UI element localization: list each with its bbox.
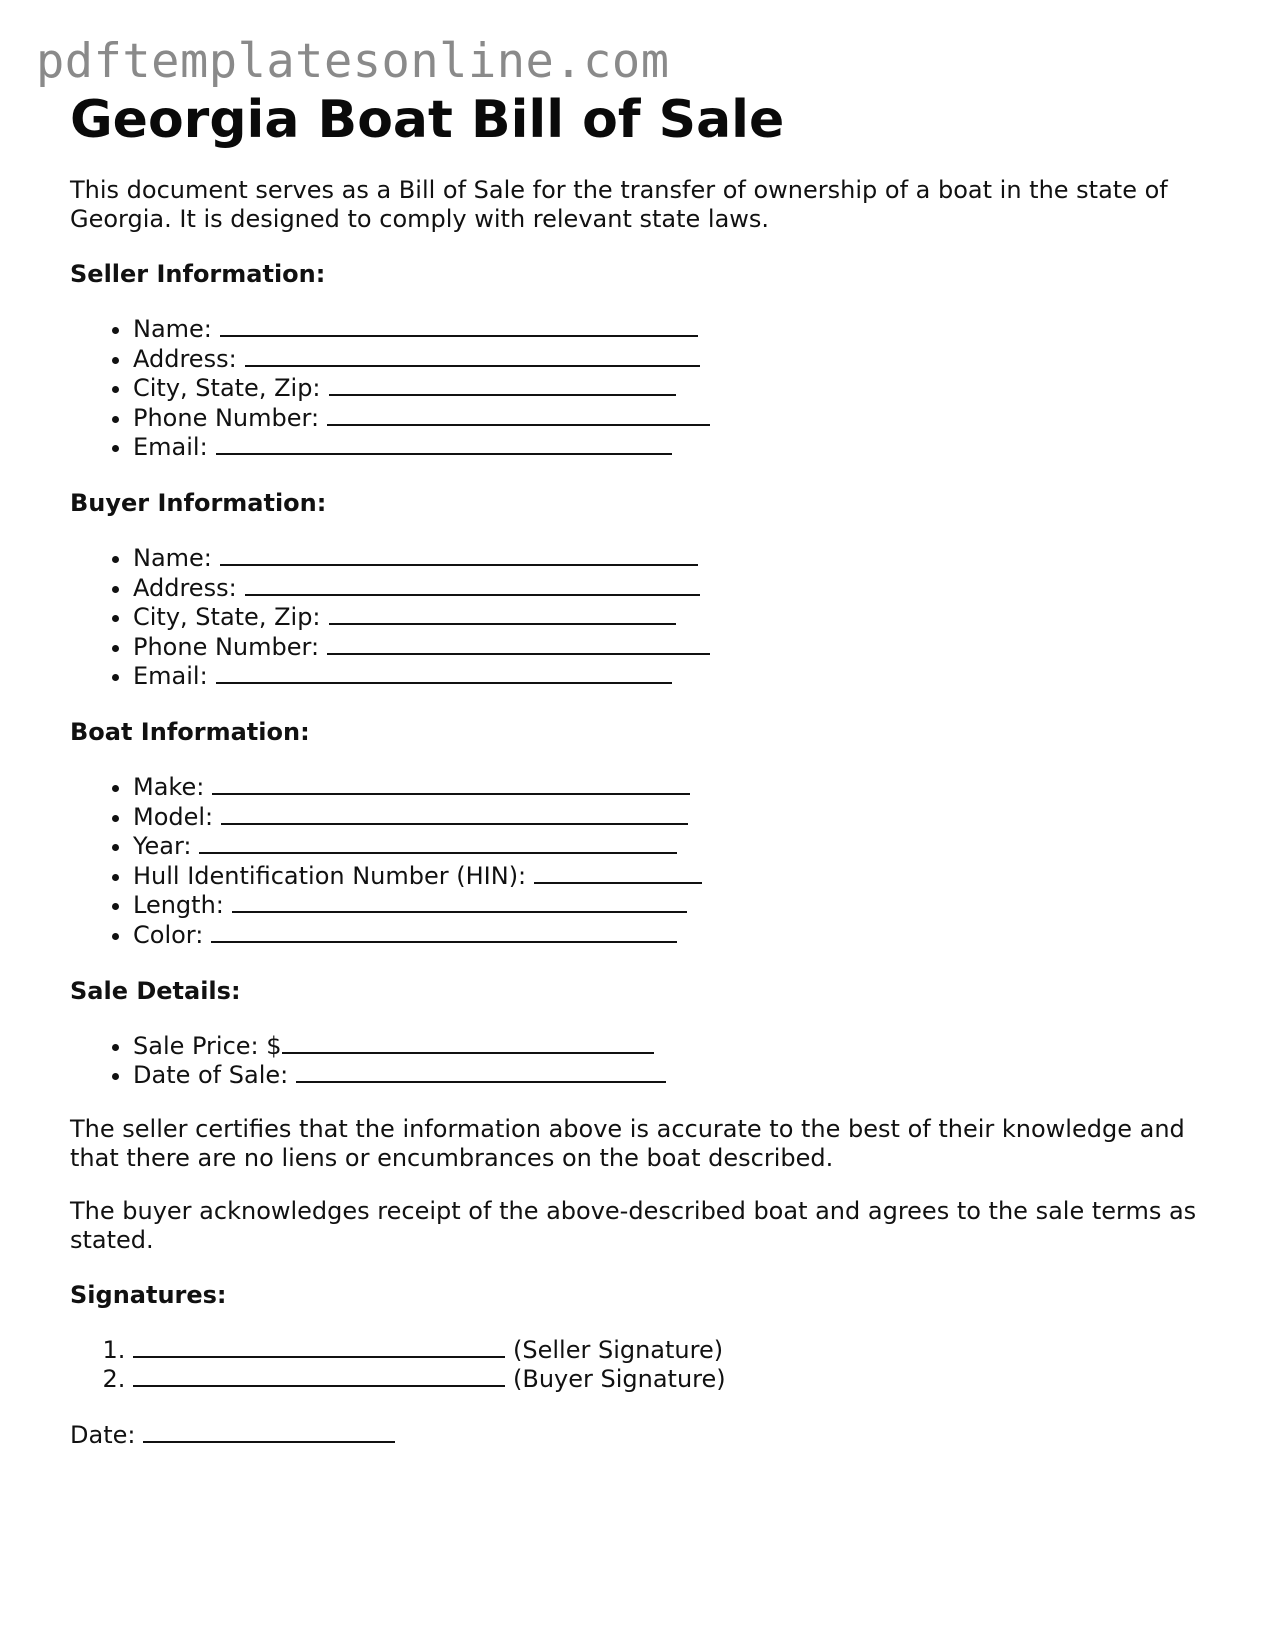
buyer-phone-blank[interactable] xyxy=(327,633,710,655)
boat-heading: Boat Information: xyxy=(70,717,310,746)
buyer-email-field xyxy=(133,662,1220,692)
sale-date-field xyxy=(133,1061,1220,1091)
signatures-heading: Signatures: xyxy=(70,1280,227,1309)
boat-fields xyxy=(70,773,1220,951)
signature-list xyxy=(70,1336,1220,1395)
sale-heading: Sale Details: xyxy=(70,976,241,1005)
seller-city-state-zip-blank[interactable] xyxy=(329,374,676,396)
field-label: Address: xyxy=(133,573,237,602)
seller-email-blank[interactable] xyxy=(216,433,672,455)
boat-make-field xyxy=(133,773,1220,803)
buyer-signature-label: (Buyer Signature) xyxy=(513,1365,726,1394)
field-label: Phone Number: xyxy=(133,403,320,432)
seller-heading: Seller Information: xyxy=(70,260,326,288)
boat-color-field xyxy=(133,921,1220,951)
seller-phone-field xyxy=(133,404,1220,434)
seller-signature-blank[interactable] xyxy=(133,1336,505,1358)
buyer-address-blank[interactable] xyxy=(245,574,700,596)
sale-price-blank[interactable] xyxy=(282,1032,654,1054)
field-label: Email: xyxy=(133,433,208,462)
seller-email-field xyxy=(133,433,1220,463)
sale-fields xyxy=(70,1032,1220,1091)
buyer-name-blank[interactable] xyxy=(220,544,698,566)
seller-phone-blank[interactable] xyxy=(327,404,710,426)
field-label: Date of Sale: xyxy=(133,1061,289,1090)
buyer-fields xyxy=(70,544,1220,692)
buyer-city-state-zip-blank[interactable] xyxy=(329,603,676,625)
seller-signature-label: (Seller Signature) xyxy=(513,1335,724,1364)
document xyxy=(70,88,1220,1450)
date-blank[interactable] xyxy=(143,1421,395,1443)
buyer-signature-blank[interactable] xyxy=(133,1365,505,1387)
field-label: Model: xyxy=(133,802,214,831)
field-label: City, State, Zip: xyxy=(133,374,321,403)
field-label: Email: xyxy=(133,662,208,691)
seller-address-field xyxy=(133,345,1220,375)
boat-year-blank[interactable] xyxy=(199,832,677,854)
field-label: Hull Identification Number (HIN): xyxy=(133,861,527,890)
field-label: City, State, Zip: xyxy=(133,603,321,632)
seller-name-blank[interactable] xyxy=(220,315,698,337)
field-label: Year: xyxy=(133,832,192,861)
boat-year-field xyxy=(133,832,1220,862)
seller-signature-line xyxy=(133,1336,1220,1366)
certification-paragraph: The seller certifies that the information above is accurate to the best of their knowledge and that there are no liens or encumbrances on the boat described. xyxy=(70,1114,1185,1172)
seller-city-state-zip-field xyxy=(133,374,1220,404)
intro-paragraph: This document serves as a Bill of Sale for the transfer of ownership of a boat in the state of Georgia. It is designed to comply with relevant state laws. xyxy=(70,176,1168,233)
acknowledgement-paragraph: The buyer acknowledges receipt of the above-described boat and agrees to the sale terms as stated. xyxy=(70,1196,1197,1254)
field-label: Sale Price: $ xyxy=(133,1031,282,1060)
boat-model-field xyxy=(133,803,1220,833)
seller-fields xyxy=(70,315,1220,463)
field-label: Name: xyxy=(133,315,212,343)
buyer-heading: Buyer Information: xyxy=(70,488,327,517)
boat-hin-field xyxy=(133,862,1220,892)
field-label: Address: xyxy=(133,344,237,373)
field-label: Name: xyxy=(133,543,212,572)
buyer-name-field xyxy=(133,544,1220,574)
date-label: Date: xyxy=(70,1420,136,1449)
seller-address-blank[interactable] xyxy=(245,345,700,367)
boat-model-blank[interactable] xyxy=(221,803,688,825)
sale-date-blank[interactable] xyxy=(296,1061,666,1083)
field-label: Phone Number: xyxy=(133,632,320,661)
buyer-signature-line xyxy=(133,1365,1220,1395)
buyer-phone-field xyxy=(133,633,1220,663)
buyer-address-field xyxy=(133,574,1220,604)
buyer-email-blank[interactable] xyxy=(216,662,672,684)
boat-hin-blank[interactable] xyxy=(534,862,702,884)
boat-length-blank[interactable] xyxy=(232,891,687,913)
watermark: pdftemplatesonline.com xyxy=(36,34,670,89)
date-field xyxy=(70,1421,1220,1450)
boat-make-blank[interactable] xyxy=(212,773,690,795)
boat-color-blank[interactable] xyxy=(211,921,677,943)
field-label: Color: xyxy=(133,920,204,949)
field-label: Length: xyxy=(133,891,224,920)
document-title: Georgia Boat Bill of Sale xyxy=(70,90,785,150)
sale-price-field xyxy=(133,1032,1220,1062)
field-label: Make: xyxy=(133,772,205,801)
seller-name-field xyxy=(133,315,1220,345)
boat-length-field xyxy=(133,891,1220,921)
buyer-city-state-zip-field xyxy=(133,603,1220,633)
